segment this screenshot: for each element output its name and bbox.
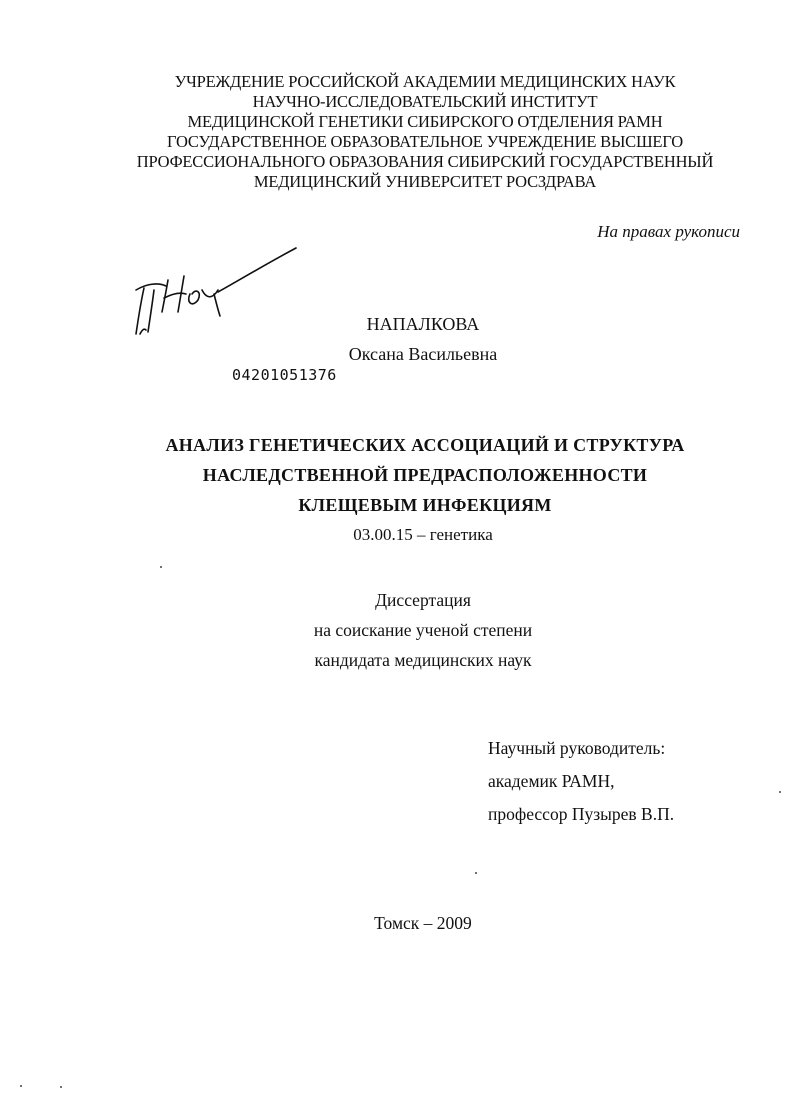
author-given-names: Оксана Васильевна — [348, 344, 498, 364]
title-line: НАСЛЕДСТВЕННОЙ ПРЕДРАСПОЛОЖЕННОСТИ — [202, 465, 648, 485]
scan-speck — [779, 791, 781, 793]
place-and-year: Томск – 2009 — [374, 913, 472, 933]
degree-statement — [0, 585, 792, 675]
author-surname: НАПАЛКОВА — [366, 314, 480, 334]
institution-line: НАУЧНО-ИССЛЕДОВАТЕЛЬСКИЙ ИНСТИТУТ — [252, 92, 598, 111]
scan-speck — [20, 1085, 22, 1087]
institution-line: МЕДИЦИНСКИЙ УНИВЕРСИТЕТ РОСЗДРАВА — [253, 172, 597, 191]
institution-line: ГОСУДАРСТВЕННОЕ ОБРАЗОВАТЕЛЬНОЕ УЧРЕЖДЕНИЕ ВЫСШЕГО — [167, 132, 683, 151]
supervisor-rank: академик РАМН, — [488, 771, 615, 791]
manuscript-rights-note: На правах рукописи — [597, 222, 740, 241]
title-line: АНАЛИЗ ГЕНЕТИЧЕСКИХ АССОЦИАЦИЙ И СТРУКТУРА — [165, 435, 685, 455]
institution-line: ПРОФЕССИОНАЛЬНОГО ОБРАЗОВАНИЯ СИБИРСКИЙ ГОСУДАРСТВЕННЫЙ — [136, 152, 714, 171]
institution-line: МЕДИЦИНСКОЙ ГЕНЕТИКИ СИБИРСКОГО ОТДЕЛЕНИЯ РАМН — [187, 112, 663, 131]
title-line: КЛЕЩЕВЫМ ИНФЕКЦИЯМ — [298, 495, 552, 515]
supervisor-block — [488, 732, 674, 831]
institution-line: УЧРЕЖДЕНИЕ РОССИЙСКОЙ АКАДЕМИИ МЕДИЦИНСКИХ НАУК — [174, 72, 676, 91]
degree-line: на соискание ученой степени — [313, 620, 533, 640]
scan-speck — [475, 872, 477, 874]
scan-speck — [60, 1086, 62, 1088]
inventory-number-stamp: 04201051376 — [232, 366, 337, 384]
supervisor-name: профессор Пузырев В.П. — [488, 804, 675, 824]
supervisor-label: Научный руководитель: — [488, 738, 666, 758]
degree-line: Диссертация — [375, 590, 471, 610]
specialty-code: 03.00.15 – генетика — [353, 525, 493, 544]
scan-speck — [160, 566, 162, 568]
degree-line: кандидата медицинских наук — [314, 650, 532, 670]
dissertation-title — [80, 430, 770, 520]
institution-header — [100, 72, 750, 192]
